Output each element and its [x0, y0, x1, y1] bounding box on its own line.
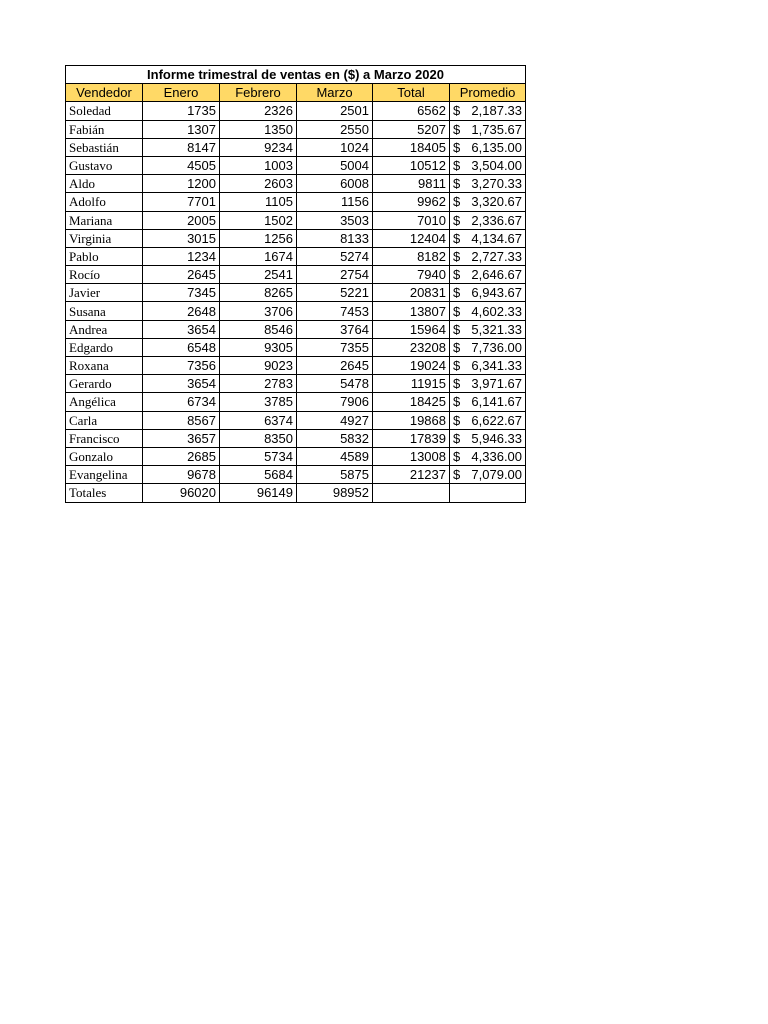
currency-symbol: $ [453, 412, 461, 428]
promedio-value: 7,079.00 [471, 467, 523, 483]
promedio-cell[interactable] [450, 429, 526, 447]
total-cell[interactable]: 19024 [373, 357, 450, 375]
currency-symbol: $ [453, 376, 461, 392]
total-cell[interactable]: 7940 [373, 266, 450, 284]
marzo-cell[interactable]: 8133 [297, 229, 373, 247]
total-cell[interactable]: 18405 [373, 138, 450, 156]
currency-symbol: $ [453, 176, 461, 192]
header-total[interactable]: Total [373, 84, 450, 102]
vendor-cell[interactable]: Gonzalo [66, 447, 143, 465]
table-row [66, 466, 526, 484]
table-row [66, 429, 526, 447]
vendor-cell[interactable]: Edgardo [66, 338, 143, 356]
table-row [66, 156, 526, 174]
table-row [66, 411, 526, 429]
marzo-cell[interactable]: 3503 [297, 211, 373, 229]
febrero-cell[interactable]: 1502 [220, 211, 297, 229]
table-row [66, 138, 526, 156]
febrero-cell[interactable]: 2541 [220, 266, 297, 284]
marzo-cell[interactable]: 5221 [297, 284, 373, 302]
title-row [66, 66, 526, 84]
table-row [66, 284, 526, 302]
vendor-cell[interactable]: Javier [66, 284, 143, 302]
vendor-cell[interactable]: Susana [66, 302, 143, 320]
vendor-cell[interactable]: Mariana [66, 211, 143, 229]
marzo-cell[interactable]: 7906 [297, 393, 373, 411]
febrero-cell[interactable]: 2326 [220, 102, 297, 120]
total-total[interactable] [373, 484, 450, 502]
vendor-cell[interactable]: Evangelina [66, 466, 143, 484]
table-row [66, 338, 526, 356]
promedio-value: 2,727.33 [471, 248, 523, 264]
promedio-value: 2,187.33 [471, 103, 523, 119]
promedio-value: 2,336.67 [471, 212, 523, 228]
promedio-cell[interactable] [450, 447, 526, 465]
enero-cell[interactable]: 9678 [143, 466, 220, 484]
enero-cell[interactable]: 3654 [143, 375, 220, 393]
promedio-cell[interactable] [450, 338, 526, 356]
total-cell[interactable]: 18425 [373, 393, 450, 411]
febrero-cell[interactable]: 8350 [220, 429, 297, 447]
currency-symbol: $ [453, 339, 461, 355]
totals-row [66, 484, 526, 502]
vendor-cell[interactable]: Sebastián [66, 138, 143, 156]
enero-cell[interactable]: 1234 [143, 247, 220, 265]
currency-symbol: $ [453, 394, 461, 410]
table-row [66, 266, 526, 284]
table-row [66, 447, 526, 465]
promedio-value: 7,736.00 [471, 339, 523, 355]
header-febrero[interactable]: Febrero [220, 84, 297, 102]
vendor-cell[interactable]: Aldo [66, 175, 143, 193]
febrero-cell[interactable]: 1105 [220, 193, 297, 211]
header-promedio[interactable]: Promedio [450, 84, 526, 102]
header-vendedor[interactable]: Vendedor [66, 84, 143, 102]
marzo-cell[interactable]: 4589 [297, 447, 373, 465]
promedio-value: 4,336.00 [471, 449, 523, 465]
totals-label[interactable]: Totales [66, 484, 143, 502]
promedio-value: 4,602.33 [471, 303, 523, 319]
total-cell[interactable]: 15964 [373, 320, 450, 338]
total-promedio[interactable] [450, 484, 526, 502]
promedio-cell[interactable] [450, 320, 526, 338]
febrero-cell[interactable]: 2783 [220, 375, 297, 393]
promedio-cell[interactable] [450, 357, 526, 375]
table-row [66, 320, 526, 338]
marzo-cell[interactable]: 2754 [297, 266, 373, 284]
promedio-cell[interactable] [450, 284, 526, 302]
febrero-cell[interactable]: 8265 [220, 284, 297, 302]
febrero-cell[interactable]: 1350 [220, 120, 297, 138]
febrero-cell[interactable]: 5684 [220, 466, 297, 484]
marzo-cell[interactable]: 7355 [297, 338, 373, 356]
promedio-value: 5,321.33 [471, 321, 523, 337]
enero-cell[interactable]: 7701 [143, 193, 220, 211]
febrero-cell[interactable]: 3785 [220, 393, 297, 411]
total-cell[interactable]: 23208 [373, 338, 450, 356]
currency-symbol: $ [453, 321, 461, 337]
vendor-cell[interactable]: Angélica [66, 393, 143, 411]
vendor-cell[interactable]: Adolfo [66, 193, 143, 211]
enero-cell[interactable]: 1307 [143, 120, 220, 138]
currency-symbol: $ [453, 430, 461, 446]
table-row [66, 247, 526, 265]
marzo-cell[interactable]: 2550 [297, 120, 373, 138]
promedio-value: 6,943.67 [471, 285, 523, 301]
currency-symbol: $ [453, 449, 461, 465]
total-cell[interactable]: 12404 [373, 229, 450, 247]
marzo-cell[interactable]: 5274 [297, 247, 373, 265]
table-row [66, 193, 526, 211]
vendor-cell[interactable]: Carla [66, 411, 143, 429]
enero-cell[interactable]: 3654 [143, 320, 220, 338]
enero-cell[interactable]: 7345 [143, 284, 220, 302]
marzo-cell[interactable]: 6008 [297, 175, 373, 193]
total-marzo[interactable]: 98952 [297, 484, 373, 502]
enero-cell[interactable]: 1200 [143, 175, 220, 193]
currency-symbol: $ [453, 212, 461, 228]
febrero-cell[interactable]: 2603 [220, 175, 297, 193]
promedio-value: 3,504.00 [471, 158, 523, 174]
promedio-value: 1,735.67 [471, 121, 523, 137]
enero-cell[interactable]: 8567 [143, 411, 220, 429]
currency-symbol: $ [453, 230, 461, 246]
marzo-cell[interactable]: 5875 [297, 466, 373, 484]
enero-cell[interactable]: 6548 [143, 338, 220, 356]
total-cell[interactable]: 11915 [373, 375, 450, 393]
vendor-cell[interactable]: Roxana [66, 357, 143, 375]
promedio-cell[interactable] [450, 375, 526, 393]
table-row [66, 211, 526, 229]
table-row [66, 302, 526, 320]
table-row [66, 175, 526, 193]
currency-symbol: $ [453, 103, 461, 119]
febrero-cell[interactable]: 3706 [220, 302, 297, 320]
febrero-cell[interactable]: 5734 [220, 447, 297, 465]
total-cell[interactable]: 9962 [373, 193, 450, 211]
table-row [66, 375, 526, 393]
marzo-cell[interactable]: 1156 [297, 193, 373, 211]
vendor-cell[interactable]: Rocío [66, 266, 143, 284]
promedio-cell[interactable] [450, 193, 526, 211]
promedio-cell[interactable] [450, 229, 526, 247]
marzo-cell[interactable]: 2501 [297, 102, 373, 120]
enero-cell[interactable]: 2645 [143, 266, 220, 284]
currency-symbol: $ [453, 139, 461, 155]
enero-cell[interactable]: 1735 [143, 102, 220, 120]
marzo-cell[interactable]: 5478 [297, 375, 373, 393]
currency-symbol: $ [453, 285, 461, 301]
febrero-cell[interactable]: 9305 [220, 338, 297, 356]
vendor-cell[interactable]: Soledad [66, 102, 143, 120]
total-cell[interactable]: 17839 [373, 429, 450, 447]
header-marzo[interactable]: Marzo [297, 84, 373, 102]
promedio-cell[interactable] [450, 138, 526, 156]
table-row [66, 229, 526, 247]
promedio-cell[interactable] [450, 393, 526, 411]
febrero-cell[interactable]: 9234 [220, 138, 297, 156]
currency-symbol: $ [453, 303, 461, 319]
febrero-cell[interactable]: 9023 [220, 357, 297, 375]
promedio-cell[interactable] [450, 211, 526, 229]
febrero-cell[interactable]: 6374 [220, 411, 297, 429]
total-cell[interactable]: 5207 [373, 120, 450, 138]
marzo-cell[interactable]: 1024 [297, 138, 373, 156]
promedio-cell[interactable] [450, 411, 526, 429]
promedio-value: 6,135.00 [471, 139, 523, 155]
vendor-cell[interactable]: Andrea [66, 320, 143, 338]
febrero-cell[interactable]: 8546 [220, 320, 297, 338]
total-cell[interactable]: 21237 [373, 466, 450, 484]
marzo-cell[interactable]: 3764 [297, 320, 373, 338]
total-enero[interactable]: 96020 [143, 484, 220, 502]
enero-cell[interactable]: 2005 [143, 211, 220, 229]
sales-report-table [65, 65, 526, 503]
table-row [66, 393, 526, 411]
report-title[interactable]: Informe trimestral de ventas en ($) a Marzo 2020 [66, 66, 526, 84]
enero-cell[interactable]: 4505 [143, 156, 220, 174]
enero-cell[interactable]: 3015 [143, 229, 220, 247]
marzo-cell[interactable]: 7453 [297, 302, 373, 320]
total-cell[interactable]: 19868 [373, 411, 450, 429]
promedio-value: 2,646.67 [471, 267, 523, 283]
total-cell[interactable]: 10512 [373, 156, 450, 174]
marzo-cell[interactable]: 5832 [297, 429, 373, 447]
febrero-cell[interactable]: 1003 [220, 156, 297, 174]
promedio-cell[interactable] [450, 120, 526, 138]
header-enero[interactable]: Enero [143, 84, 220, 102]
promedio-cell[interactable] [450, 102, 526, 120]
vendor-cell[interactable]: Pablo [66, 247, 143, 265]
promedio-value: 3,270.33 [471, 176, 523, 192]
table-row [66, 102, 526, 120]
vendor-cell[interactable]: Fabián [66, 120, 143, 138]
vendor-cell[interactable]: Gerardo [66, 375, 143, 393]
currency-symbol: $ [453, 121, 461, 137]
total-cell[interactable]: 20831 [373, 284, 450, 302]
currency-symbol: $ [453, 267, 461, 283]
promedio-value: 6,341.33 [471, 358, 523, 374]
marzo-cell[interactable]: 5004 [297, 156, 373, 174]
currency-symbol: $ [453, 158, 461, 174]
marzo-cell[interactable]: 4927 [297, 411, 373, 429]
enero-cell[interactable]: 7356 [143, 357, 220, 375]
promedio-cell[interactable] [450, 175, 526, 193]
total-cell[interactable]: 6562 [373, 102, 450, 120]
currency-symbol: $ [453, 358, 461, 374]
promedio-cell[interactable] [450, 247, 526, 265]
promedio-cell[interactable] [450, 266, 526, 284]
total-cell[interactable]: 7010 [373, 211, 450, 229]
promedio-cell[interactable] [450, 466, 526, 484]
vendor-cell[interactable]: Virginia [66, 229, 143, 247]
total-cell[interactable]: 9811 [373, 175, 450, 193]
total-cell[interactable]: 8182 [373, 247, 450, 265]
enero-cell[interactable]: 8147 [143, 138, 220, 156]
marzo-cell[interactable]: 2645 [297, 357, 373, 375]
enero-cell[interactable]: 2685 [143, 447, 220, 465]
currency-symbol: $ [453, 467, 461, 483]
promedio-value: 3,320.67 [471, 194, 523, 210]
total-cell[interactable]: 13807 [373, 302, 450, 320]
vendor-cell[interactable]: Gustavo [66, 156, 143, 174]
promedio-value: 5,946.33 [471, 430, 523, 446]
febrero-cell[interactable]: 1674 [220, 247, 297, 265]
header-row [66, 84, 526, 102]
currency-symbol: $ [453, 248, 461, 264]
enero-cell[interactable]: 2648 [143, 302, 220, 320]
febrero-cell[interactable]: 1256 [220, 229, 297, 247]
table-row [66, 120, 526, 138]
promedio-value: 6,141.67 [471, 394, 523, 410]
promedio-value: 6,622.67 [471, 412, 523, 428]
currency-symbol: $ [453, 194, 461, 210]
enero-cell[interactable]: 3657 [143, 429, 220, 447]
total-cell[interactable]: 13008 [373, 447, 450, 465]
promedio-cell[interactable] [450, 302, 526, 320]
enero-cell[interactable]: 6734 [143, 393, 220, 411]
total-febrero[interactable]: 96149 [220, 484, 297, 502]
promedio-cell[interactable] [450, 156, 526, 174]
table-row [66, 357, 526, 375]
promedio-value: 3,971.67 [471, 376, 523, 392]
vendor-cell[interactable]: Francisco [66, 429, 143, 447]
promedio-value: 4,134.67 [471, 230, 523, 246]
